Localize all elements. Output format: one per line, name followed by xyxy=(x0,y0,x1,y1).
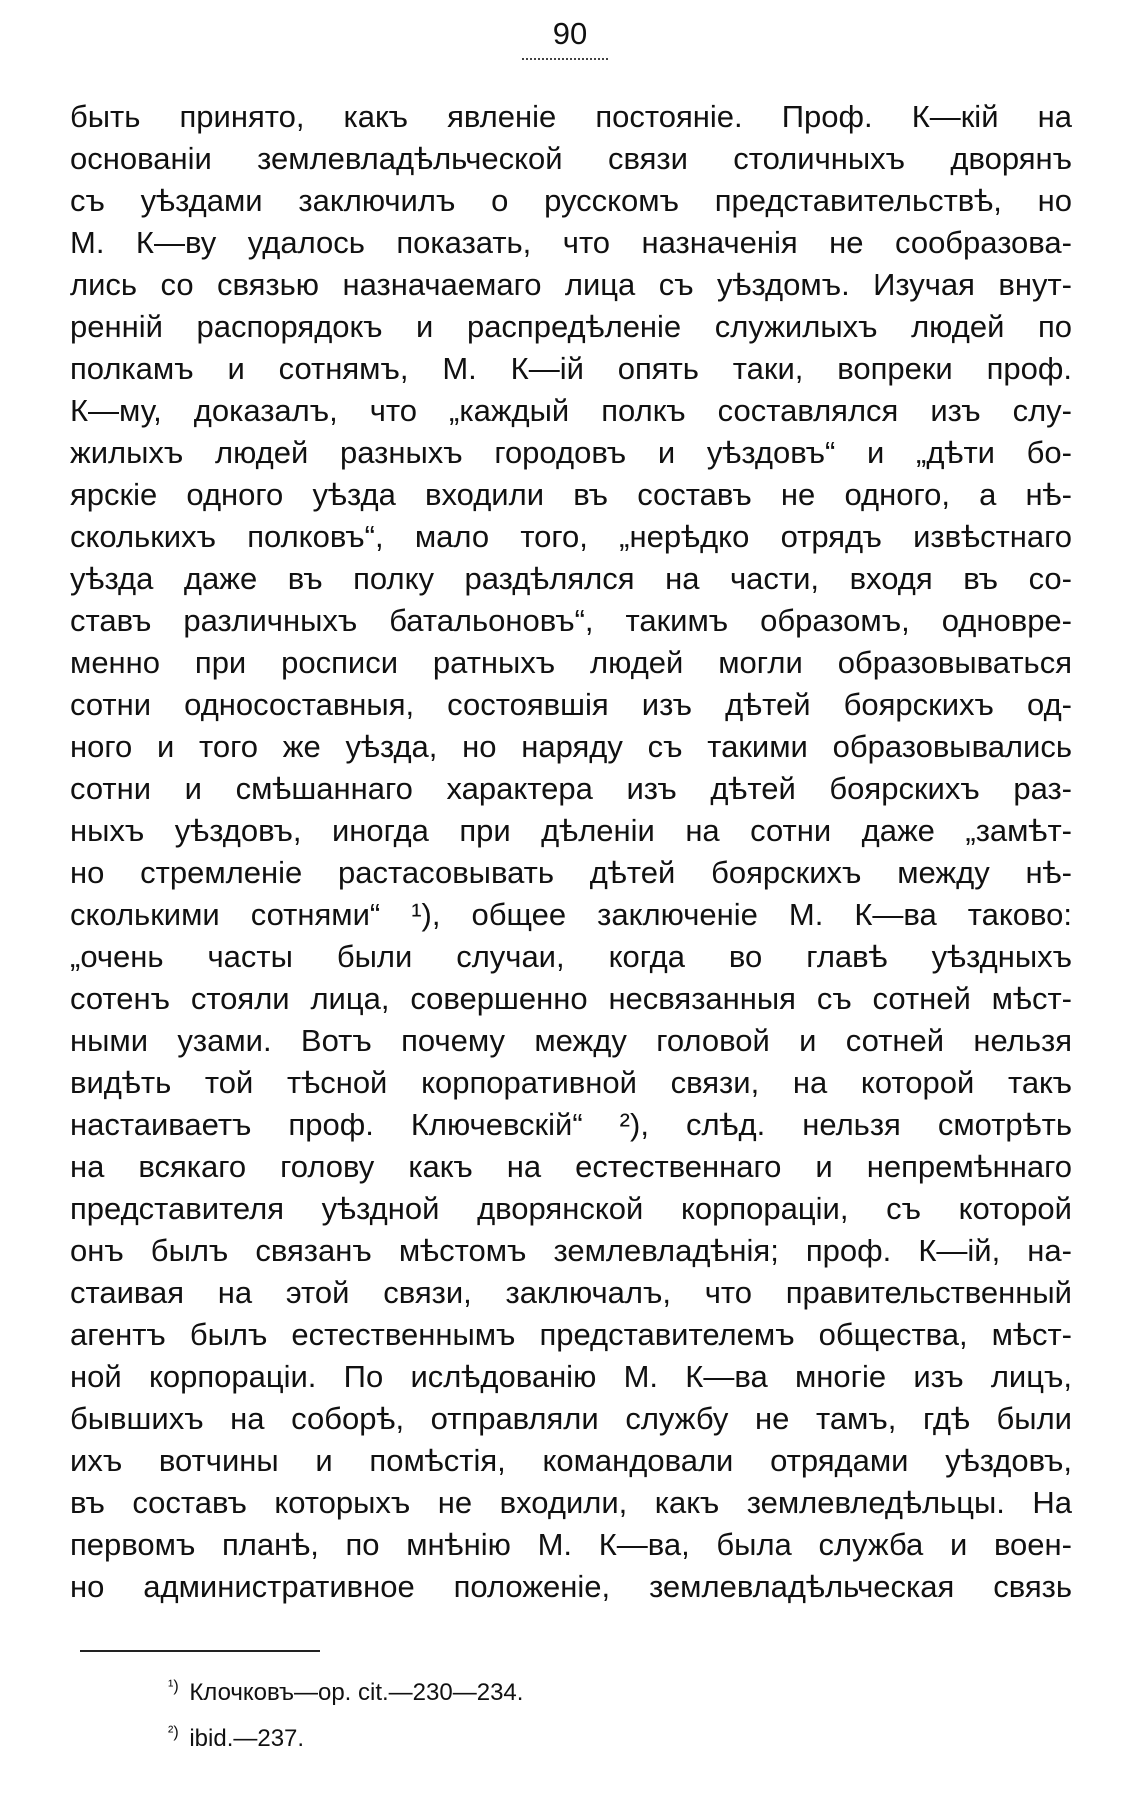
footnote xyxy=(168,1716,968,1762)
text-line: сотни односоставныя, состоявшія изъ дѣтей боярскихъ од- xyxy=(70,687,1072,722)
text-line: М. К—ву удалось показать, что назначенія не сообразова- xyxy=(70,225,1072,260)
footnotes xyxy=(168,1670,968,1762)
body-text xyxy=(70,96,1072,1608)
text-line: на всякаго голову какъ на естественнаго и непремѣннаго xyxy=(70,1149,1072,1184)
footnote-separator xyxy=(80,1650,320,1652)
text-line: ной корпораціи. По иcлѣдованію М. К—ва многіе изъ лицъ, xyxy=(70,1359,1072,1394)
footnote-mark: ¹) xyxy=(168,1678,179,1695)
text-line: ихъ вотчины и помѣстія, командовали отрядами уѣздовъ, xyxy=(70,1443,1072,1478)
text-line: ставъ различныхъ батальоновъ“, такимъ образомъ, одновре- xyxy=(70,603,1072,638)
text-line: полкамъ и сотнямъ, М. К—ій опять таки, вопреки проф. xyxy=(70,351,1072,386)
text-line: настаиваетъ проф. Ключевскій“ ²), слѣд. нельзя смотрѣть xyxy=(70,1107,1072,1142)
text-line: агентъ былъ естественнымъ представителемъ общества, мѣст- xyxy=(70,1317,1072,1352)
text-line: въ составъ которыхъ не входили, какъ землевледѣльцы. На xyxy=(70,1485,1072,1520)
text-line: стаивая на этой связи, заключалъ, что правительственный xyxy=(70,1275,1072,1310)
text-line: но стремленіе растасовывать дѣтей боярскихъ между нѣ- xyxy=(70,855,1072,890)
page-number-rule xyxy=(522,58,608,60)
text-line: сколькихъ полковъ“, мало того, „нерѣдко отрядъ извѣстнаго xyxy=(70,519,1072,554)
text-line: съ уѣздами заключилъ о русскомъ представительствѣ, но xyxy=(70,183,1072,218)
text-line: ными узами. Вотъ почему между головой и сотней нельзя xyxy=(70,1023,1072,1058)
text-line: видѣть той тѣсной корпоративной связи, на которой такъ xyxy=(70,1065,1072,1100)
text-line: онъ былъ связанъ мѣстомъ землевладѣнія; проф. К—ій, на- xyxy=(70,1233,1072,1268)
text-line: основаніи землевладѣльческой связи столичныхъ дворянъ xyxy=(70,141,1072,176)
text-line: К—му, доказалъ, что „каждый полкъ составлялся изъ слу- xyxy=(70,393,1072,428)
text-line: уѣзда даже въ полку раздѣлялся на части, входя въ со- xyxy=(70,561,1072,596)
text-line: ренній распорядокъ и распредѣленіе служилыхъ людей по xyxy=(70,309,1072,344)
text-line: быть принято, какъ явленіе постояніе. Проф. К—кій на xyxy=(70,99,1072,134)
text-line: „очень часты были случаи, когда во главѣ уѣздныхъ xyxy=(70,939,1072,974)
text-line: но административное положеніе, землевладѣльческая связь xyxy=(70,1569,1072,1604)
text-line: ярскіе одного уѣзда входили въ составъ не одного, а нѣ- xyxy=(70,477,1072,512)
text-line: менно при росписи ратныхъ людей могли образовываться xyxy=(70,645,1072,680)
text-line: жилыхъ людей разныхъ городовъ и уѣздовъ“ и „дѣти бо- xyxy=(70,435,1072,470)
text-line: сколькими сотнями“ ¹), общее заключеніе М. К—ва таково: xyxy=(70,897,1072,932)
text-line: бывшихъ на соборѣ, отправляли службу не тамъ, гдѣ были xyxy=(70,1401,1072,1436)
text-line: сотенъ стояли лица, совершенно несвязанныя съ сотней мѣст- xyxy=(70,981,1072,1016)
text-line: сотни и смѣшаннаго характера изъ дѣтей боярскихъ раз- xyxy=(70,771,1072,806)
text-line: первомъ планѣ, по мнѣнію М. К—ва, была служба и воен- xyxy=(70,1527,1072,1562)
text-line: ного и того же уѣзда, но наряду съ такими образовывались xyxy=(70,729,1072,764)
text-line: представителя уѣздной дворянской корпораціи, съ которой xyxy=(70,1191,1072,1226)
footnote xyxy=(168,1670,968,1716)
text-line: лись со связью назначаемаго лица съ уѣздомъ. Изучая внут- xyxy=(70,267,1072,302)
footnote-text: ibid.—237. xyxy=(189,1725,305,1752)
footnote-mark: ²) xyxy=(168,1724,179,1741)
page-number: 90 xyxy=(552,16,588,51)
text-line: ныхъ уѣздовъ, иногда при дѣленіи на сотни даже „замѣт- xyxy=(70,813,1072,848)
footnote-text: Клочковъ—op. cit.—230—234. xyxy=(189,1679,524,1706)
